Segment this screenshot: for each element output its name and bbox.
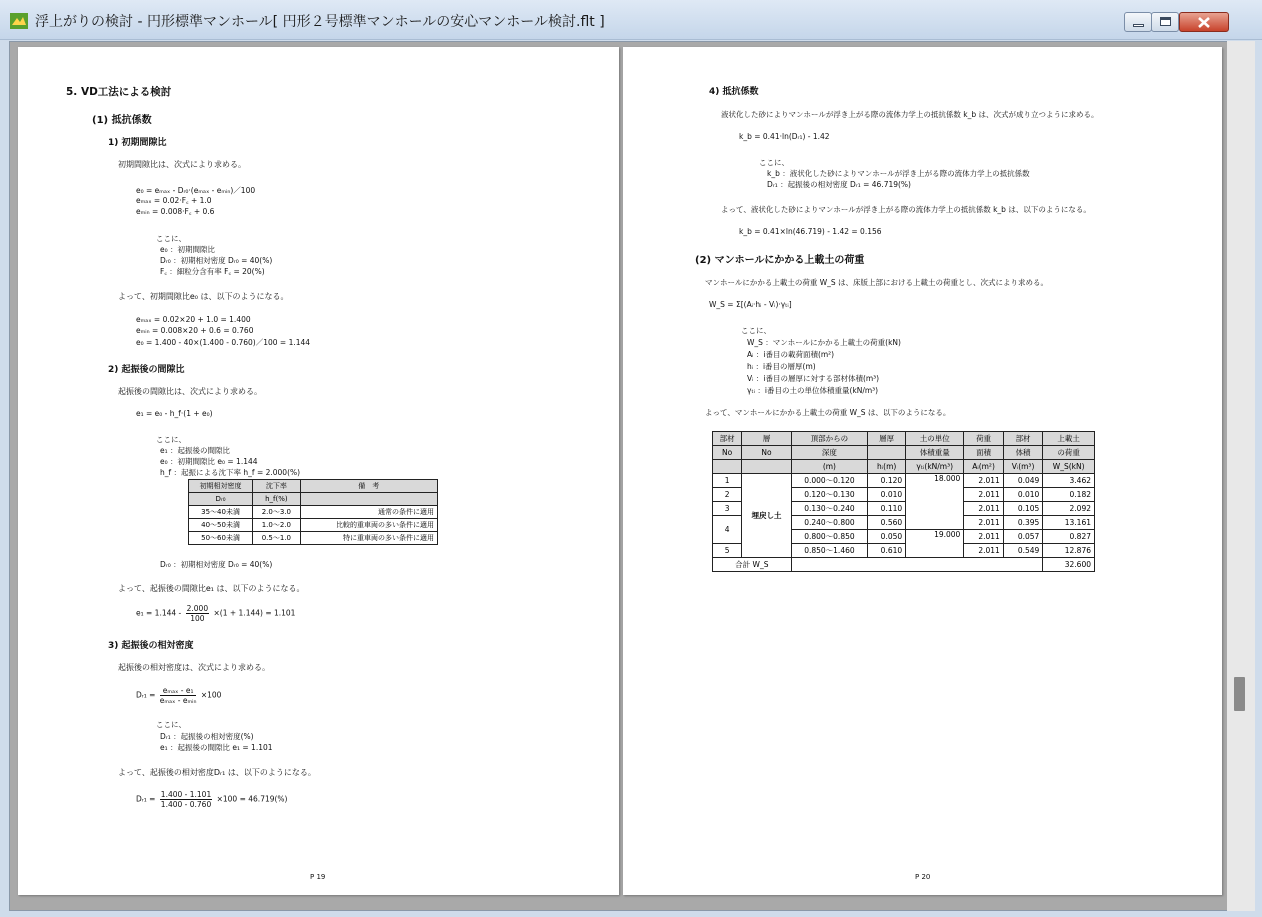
result: eₘᵢₙ = 0.008×20 + 0.6 = 0.760 (136, 326, 254, 335)
where-line: W_S ：マンホールにかかる上載土の荷重(kN) (747, 338, 901, 347)
where-line: Dᵣ₁ ：起振後の相対密度(%) (160, 732, 254, 741)
unit-weight-cell: 18.000 (906, 474, 964, 530)
table-header: 体積重量 (906, 446, 964, 460)
table-cell: 2.0～3.0 (253, 506, 300, 519)
heading-resistance-coef: 4) 抵抗係数 (709, 87, 759, 97)
equation: e₀ = eₘₐₓ - Dᵣ₀·(eₘₐₓ - eₘᵢₙ)／100 (136, 186, 256, 195)
table-header: 上載土 (1043, 432, 1095, 446)
table-row (713, 474, 1095, 488)
table-header: 頂部からの (791, 432, 868, 446)
minimize-button[interactable] (1124, 12, 1152, 32)
text: よって、液状化した砂によりマンホールが浮き上がる際の流体力学上の抵抗係数 k_b は、以下のようになる。 (721, 205, 1091, 214)
area-cell: 2.011 (964, 530, 1004, 544)
table-header: 備 考 (300, 480, 437, 493)
denominator: eₘₐₓ - eₘᵢₙ (159, 696, 197, 705)
depth-cell: 0.130～0.240 (791, 502, 868, 516)
where-line: e₁ ：起振後の間隙比 e₁ = 1.101 (160, 743, 273, 752)
equation (136, 686, 221, 705)
unit-weight-cell: 19.000 (906, 530, 964, 558)
table-header: 荷重 (964, 432, 1004, 446)
table-header: hᵢ(m) (868, 460, 906, 474)
table-header: No (742, 446, 791, 460)
text: ここに、 (156, 234, 186, 243)
member-no: 2 (713, 488, 742, 502)
text: ここに、 (156, 435, 186, 444)
text: ここに、 (156, 720, 186, 729)
text: 初期間隙比は、次式により求める。 (118, 160, 246, 169)
volume-cell: 0.549 (1003, 544, 1043, 558)
table-cell: 比較的重車両の多い条件に適用 (300, 519, 437, 532)
minimize-icon (1133, 24, 1144, 27)
area-cell: 2.011 (964, 488, 1004, 502)
volume-cell: 0.010 (1003, 488, 1043, 502)
where-line: e₀ ：初期間隙比 (160, 245, 216, 254)
table-row (189, 532, 438, 545)
text: ここに、 (759, 158, 789, 167)
depth-cell: 0.120～0.130 (791, 488, 868, 502)
where-line: k_b ：液状化した砂によりマンホールが浮き上がる際の流体力学上の抵抗係数 (767, 169, 1030, 178)
where-line: Dᵣ₁ ：起振後の相対密度 Dᵣ₁ = 46.719(%) (767, 180, 911, 189)
where-line: Dᵣ₀ ：初期相対密度 Dᵣ₀ = 40(%) (160, 256, 273, 265)
table-cell: 通常の条件に適用 (300, 506, 437, 519)
thickness-cell: 0.610 (868, 544, 906, 558)
thickness-cell: 0.050 (868, 530, 906, 544)
load-cell: 3.462 (1043, 474, 1095, 488)
text: よって、初期間隙比e₀ は、以下のようになる。 (118, 292, 289, 301)
member-no: 4 (713, 516, 742, 544)
table-total-row (713, 558, 1095, 572)
numerator: eₘₐₓ - e₁ (160, 686, 197, 696)
page-number: P 20 (915, 873, 931, 881)
table-header: 初期相対密度 (189, 480, 253, 493)
depth-cell: 0.850～1.460 (791, 544, 868, 558)
where-line: h_f ：起振による沈下率 h_f = 2.000(%) (160, 468, 301, 477)
load-cell: 13.161 (1043, 516, 1095, 530)
table-header: Vᵢ(m³) (1003, 460, 1043, 474)
maximize-icon (1160, 17, 1171, 26)
result: k_b = 0.41×ln(46.719) - 1.42 = 0.156 (739, 227, 882, 236)
table-header: 土の単位 (906, 432, 964, 446)
table-header: Dᵣ₀ (189, 493, 253, 506)
volume-cell: 0.105 (1003, 502, 1043, 516)
table-header (300, 493, 437, 506)
table-header: h_f(%) (253, 493, 300, 506)
text: 起振後の相対密度は、次式により求める。 (118, 663, 270, 672)
table-row (189, 519, 438, 532)
table-header: Aᵢ(m²) (964, 460, 1004, 474)
equation: k_b = 0.41·ln(Dᵣ₁) - 1.42 (739, 132, 830, 141)
result-equation (136, 790, 287, 809)
text: よって、起振後の間隙比e₁ は、以下のようになる。 (118, 584, 305, 593)
where-line: e₀ ：初期間隙比 e₀ = 1.144 (160, 457, 258, 466)
table-header (868, 446, 906, 460)
eq-part: Dᵣ₁ = (136, 794, 156, 804)
table-header: 層厚 (868, 432, 906, 446)
load-cell: 12.876 (1043, 544, 1095, 558)
table-header: 部材 (1003, 432, 1043, 446)
total-spacer (791, 558, 1043, 572)
table-cell: 50～60未満 (189, 532, 253, 545)
total-value: 32.600 (1043, 558, 1095, 572)
eq-part: ×100 (200, 690, 222, 700)
where-line: Dᵣ₀ ：初期相対密度 Dᵣ₀ = 40(%) (160, 560, 273, 569)
page-20 (623, 47, 1222, 895)
table-header: 部材 (713, 432, 742, 446)
result: e₀ = 1.400 - 40×(1.400 - 0.760)／100 = 1.144 (136, 338, 311, 347)
fraction (186, 604, 209, 623)
text: マンホールにかかる上載土の荷重 W_S は、床版上部における上載土の荷重とし、次式により求める。 (705, 278, 1049, 287)
text: 液状化した砂によりマンホールが浮き上がる際の流体力学上の抵抗係数 k_b は、次式が成り立つように求める。 (721, 110, 1099, 119)
load-cell: 0.827 (1043, 530, 1095, 544)
equation: W_S = Σ[(Aᵢ·hᵢ - Vᵢ)·γₜᵢ] (709, 300, 792, 309)
table-header: 深度 (791, 446, 868, 460)
app-icon (10, 13, 28, 29)
scrollbar-thumb[interactable] (1234, 677, 1245, 711)
table-header (713, 460, 742, 474)
heading-resistance: (1) 抵抗係数 (92, 115, 152, 126)
overburden-load-table (712, 431, 1095, 572)
maximize-button[interactable] (1151, 12, 1179, 32)
area-cell: 2.011 (964, 516, 1004, 530)
area-cell: 2.011 (964, 544, 1004, 558)
denominator: 100 (190, 614, 205, 623)
depth-cell: 0.240～0.800 (791, 516, 868, 530)
eq-part: e₁ = 1.144 - (136, 608, 182, 618)
depth-cell: 0.800～0.850 (791, 530, 868, 544)
eq-part: ×(1 + 1.144) = 1.101 (213, 608, 296, 618)
eq-part: Dᵣ₁ = (136, 690, 156, 700)
member-no: 3 (713, 502, 742, 516)
where-line: e₁ ：起振後の間隙比 (160, 446, 231, 455)
equation: e₁ = e₀ - h_f·(1 + e₀) (136, 409, 213, 418)
vertical-scrollbar[interactable] (1227, 41, 1255, 911)
area-cell: 2.011 (964, 502, 1004, 516)
eq-part: ×100 = 46.719(%) (216, 794, 288, 804)
table-header: 沈下率 (253, 480, 300, 493)
table-header (742, 460, 791, 474)
table-header: の荷重 (1043, 446, 1095, 460)
numerator: 1.400 - 1.101 (160, 790, 212, 799)
text: ここに、 (741, 326, 771, 335)
page-number: P 19 (310, 873, 326, 881)
layer-name: 埋戻し土 (742, 474, 791, 558)
thickness-cell: 0.110 (868, 502, 906, 516)
table-header: 体積 (1003, 446, 1043, 460)
table-header: (m) (791, 460, 868, 474)
close-button[interactable] (1179, 12, 1229, 32)
table-cell: 1.0～2.0 (253, 519, 300, 532)
text: 起振後の間隙比は、次式により求める。 (118, 387, 262, 396)
table-cell: 特に重車両の多い条件に適用 (300, 532, 437, 545)
text: よって、起振後の相対密度Dᵣ₁ は、以下のようになる。 (118, 768, 316, 777)
table-header: 層 (742, 432, 791, 446)
result-equation (136, 604, 295, 623)
table-header: No (713, 446, 742, 460)
heading-post-vibration-void: 2) 起振後の間隙比 (108, 365, 185, 375)
where-line: Vᵢ ：i番目の層厚に対する部材体積(m³) (747, 374, 880, 383)
heading-section-5: 5. VD工法による検討 (66, 86, 172, 98)
volume-cell: 0.049 (1003, 474, 1043, 488)
text: よって、マンホールにかかる上載土の荷重 W_S は、以下のようになる。 (705, 408, 951, 417)
table-row (189, 506, 438, 519)
area-cell: 2.011 (964, 474, 1004, 488)
thickness-cell: 0.120 (868, 474, 906, 488)
denominator: 1.400 - 0.760 (160, 800, 212, 809)
table-header: γₜᵢ(kN/m³) (906, 460, 964, 474)
volume-cell: 0.057 (1003, 530, 1043, 544)
table-cell: 35～40未満 (189, 506, 253, 519)
fraction (160, 686, 197, 705)
equation: eₘᵢₙ = 0.008·F꜀ + 0.6 (136, 207, 215, 216)
table-header: W_S(kN) (1043, 460, 1095, 474)
window-title: 浮上がりの検討 - 円形標準マンホール[ 円形２号標準マンホールの安心マンホール検討.flt ] (35, 14, 605, 30)
load-cell: 0.182 (1043, 488, 1095, 502)
thickness-cell: 0.010 (868, 488, 906, 502)
numerator: 2.000 (186, 604, 209, 613)
where-line: hᵢ ：i番目の層厚(m) (747, 362, 816, 371)
table-cell: 0.5～1.0 (253, 532, 300, 545)
page-19 (18, 47, 619, 895)
total-label: 合計 W_S (713, 558, 792, 572)
where-line: γₜᵢ ：i番目の土の単位体積重量(kN/m³) (747, 386, 879, 395)
heading-initial-void: 1) 初期間隙比 (108, 138, 167, 148)
title-bar (0, 0, 1262, 40)
result: eₘₐₓ = 0.02×20 + 1.0 = 1.400 (136, 315, 251, 324)
heading-relative-density: 3) 起振後の相対密度 (108, 641, 194, 651)
thickness-cell: 0.560 (868, 516, 906, 530)
heading-overburden-load: (2) マンホールにかかる上載土の荷重 (695, 255, 865, 266)
where-line: Aᵢ ：i番目の載荷面積(m²) (747, 350, 835, 359)
load-cell: 2.092 (1043, 502, 1095, 516)
fraction (160, 790, 212, 809)
settlement-rate-table (188, 479, 438, 545)
depth-cell: 0.000～0.120 (791, 474, 868, 488)
table-header: 面積 (964, 446, 1004, 460)
member-no: 5 (713, 544, 742, 558)
equation: eₘₐₓ = 0.02·F꜀ + 1.0 (136, 196, 212, 205)
where-line: F꜀ ：細粒分含有率 F꜀ = 20(%) (160, 267, 265, 276)
volume-cell: 0.395 (1003, 516, 1043, 530)
table-cell: 40～50未満 (189, 519, 253, 532)
close-icon (1197, 16, 1211, 29)
member-no: 1 (713, 474, 742, 488)
